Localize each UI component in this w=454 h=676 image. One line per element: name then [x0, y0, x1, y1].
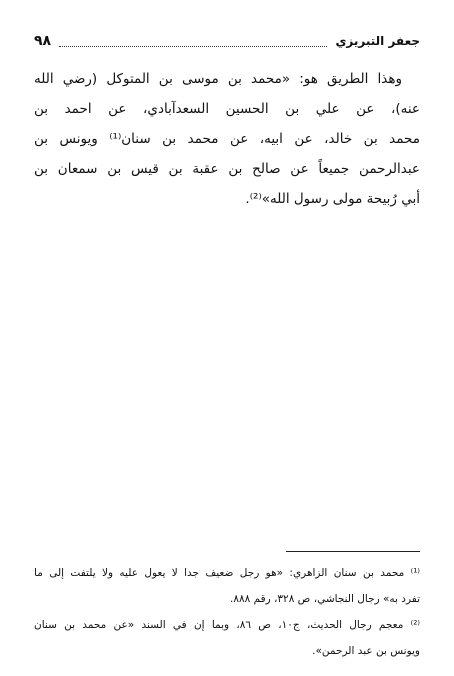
main-text-line: أبي رُبيحة مولى رسول الله»⁽²⁾.: [245, 191, 420, 207]
footnote-line: ويونس بن عبد الرحمن».: [312, 645, 420, 657]
footnotes: [34, 560, 420, 664]
footnote-line: ⁽¹⁾ محمد بن سنان الزاهري: «هو رجل ضعيف جدا لا يعول عليه ولا يلتفت إلى ما: [34, 567, 420, 579]
footnote-separator: [286, 551, 420, 552]
header-dotted-leader: [59, 36, 327, 47]
main-text-line: محمد بن خالد، عن ابيه، عن محمد بن سنان⁽¹⁾ ويونس بن: [34, 131, 420, 147]
running-title: جعفر التبريزي: [335, 34, 420, 48]
page-header: [34, 30, 420, 52]
main-text: [34, 64, 420, 214]
main-text-line: عنه)، عن علي بن الحسين السعدآبادي، عن احمد بن: [34, 101, 420, 117]
footnote-line: ⁽²⁾ معجم رجال الحديث، ج١٠، ص ٨٦، وبما إن في السند «عن محمد بن سنان: [34, 619, 420, 631]
main-text-line: وهذا الطريق هو: «محمد بن موسى بن المتوكل (رضي الله: [34, 71, 402, 87]
page-number: ٩٨: [34, 33, 52, 49]
footnote-line: تفرد به» رجال النجاشي، ص ٣٢٨، رقم ٨٨٨.: [230, 593, 420, 605]
main-text-line: عبدالرحمن جميعاً عن صالح بن عقبة بن قيس بن سمعان بن: [34, 161, 420, 177]
